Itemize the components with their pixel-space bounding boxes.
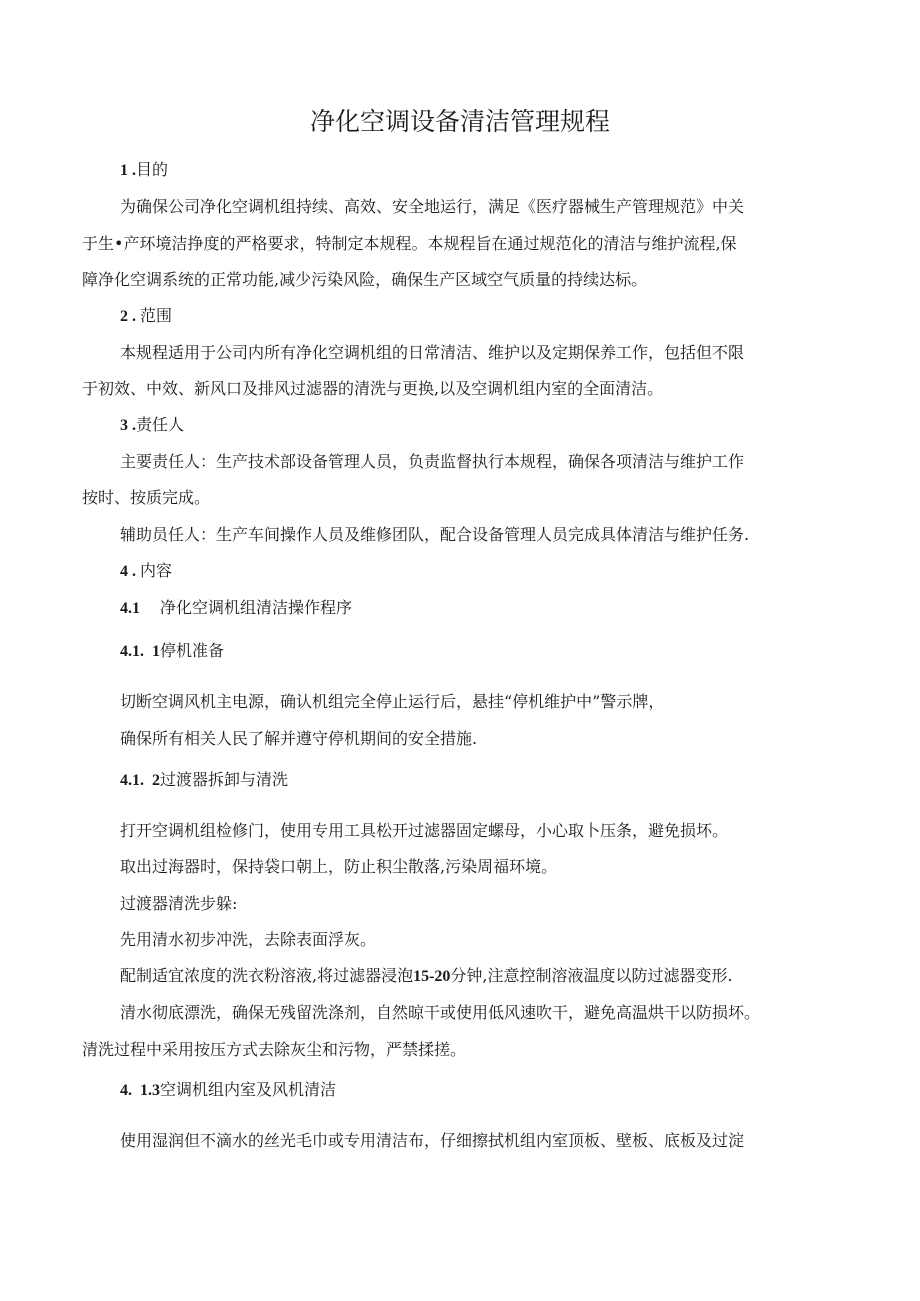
paragraph-line-soak — [120, 966, 733, 987]
paragraph-line: 取出过海器时，保持袋口朝上，防止积尘散落,污染周福环境。 — [120, 857, 558, 876]
section-heading-content — [120, 561, 172, 582]
paragraph-line: 按时、按质完成。 — [82, 488, 211, 507]
subsection-heading-4-1 — [120, 598, 352, 619]
section-label: 目的 — [136, 160, 169, 179]
paragraph-line: 本规程适用于公司内所有净化空调机组的日常清洁、维护以及定期保养工作，包括但不限 — [120, 343, 745, 362]
subsection-label: 停机准备 — [160, 641, 225, 660]
subsection-number: 4.1 — [120, 600, 140, 617]
paragraph-line: 清洗过程中采用按压方式去除灰尘和污物，严禁揉搓。 — [82, 1040, 467, 1059]
subsection-heading-4-1-2 — [120, 770, 288, 791]
paragraph-line: 切断空调风机主电源，确认机组完全停止运行后，悬挂“停机维护中”警示牌， — [120, 692, 665, 711]
section-label: 范围 — [140, 306, 173, 325]
subsection-label: 过渡器拆卸与清洗 — [160, 770, 289, 789]
subsection-label: 净化空调机组清洁操作程序 — [160, 598, 353, 617]
section-label: 内容 — [140, 561, 173, 580]
section-separator: . — [128, 563, 140, 580]
subsection-number: 4.1. 2 — [120, 772, 160, 789]
section-label: 责任人 — [136, 415, 185, 434]
paragraph-line: 于初效、中效、新风口及排风过滤器的清洗与更换,以及空调机组内室的全面清洁。 — [82, 379, 664, 398]
soak-text-post: 分钟,注意控制溶液温度以防过滤器变形. — [450, 966, 733, 985]
paragraph-line: 于生•产环境洁挣度的严格要求，特制定本规程。本规程旨在通过规范化的清洁与维护流程,保 — [82, 234, 737, 253]
paragraph-line: 清水彻底漂洗，确保无残留洗涤剂，自然晾干或使用低风速吹干，避免高温烘干以防损坏。 — [120, 1003, 761, 1022]
paragraph-line: 打开空调机组检修门，使用专用工具松开过滤器固定螺母，小心取卜压条，避免损坏。 — [120, 821, 729, 840]
soak-duration: 15-20 — [413, 968, 451, 985]
section-number: 1 — [120, 162, 128, 179]
subsection-heading-4-1-1 — [120, 641, 224, 662]
paragraph-line: 主要责任人：生产技术部设备管理人员，负责监督执行本规程，确保各项清洁与维护工作 — [120, 452, 745, 471]
section-separator: . — [128, 308, 140, 325]
section-separator: . — [128, 417, 136, 434]
subsection-heading-4-1-3 — [120, 1080, 336, 1101]
section-number: 2 — [120, 308, 128, 325]
paragraph-line: 先用清水初步冲洗，去除表面浮灰。 — [120, 930, 377, 949]
subsection-label: 空调机组内室及风机清洁 — [160, 1080, 337, 1099]
paragraph-line: 障净化空调系统的正常功能,减少污染风险，确保生产区域空气质量的持续达标。 — [82, 270, 648, 289]
section-heading-responsibility — [120, 415, 184, 436]
subsection-number: 4. 1.3 — [120, 1082, 160, 1099]
paragraph-line: 过渡器清洗步躲: — [120, 894, 238, 913]
section-number: 3 — [120, 417, 128, 434]
paragraph-line: 使用湿润但不滴水的丝光毛巾或专用清洁布，仔细擦拭机组内室顶板、壁板、底板及过淀 — [120, 1131, 745, 1150]
subsection-number: 4.1. 1 — [120, 643, 160, 660]
soak-text-pre: 配制适宜浓度的洗衣粉溶液,将过滤器浸泡 — [120, 966, 414, 985]
section-heading-scope — [120, 306, 172, 327]
paragraph-line: 为确保公司净化空调机组持续、高效、安全地运行，满足《医疗器械生产管理规范》中关 — [120, 197, 745, 216]
page-title: 净化空调设备清洁管理规程 — [309, 107, 610, 136]
section-heading-purpose — [120, 160, 168, 181]
paragraph-line: 确保所有相关人民了解并遵守停机期间的安全措施. — [120, 729, 478, 748]
paragraph-line: 辅助员任人：生产车间操作人员及维修团队，配合设备管理人员完成具体清洁与维护任务. — [120, 525, 750, 544]
section-separator: . — [128, 162, 136, 179]
section-number: 4 — [120, 563, 128, 580]
